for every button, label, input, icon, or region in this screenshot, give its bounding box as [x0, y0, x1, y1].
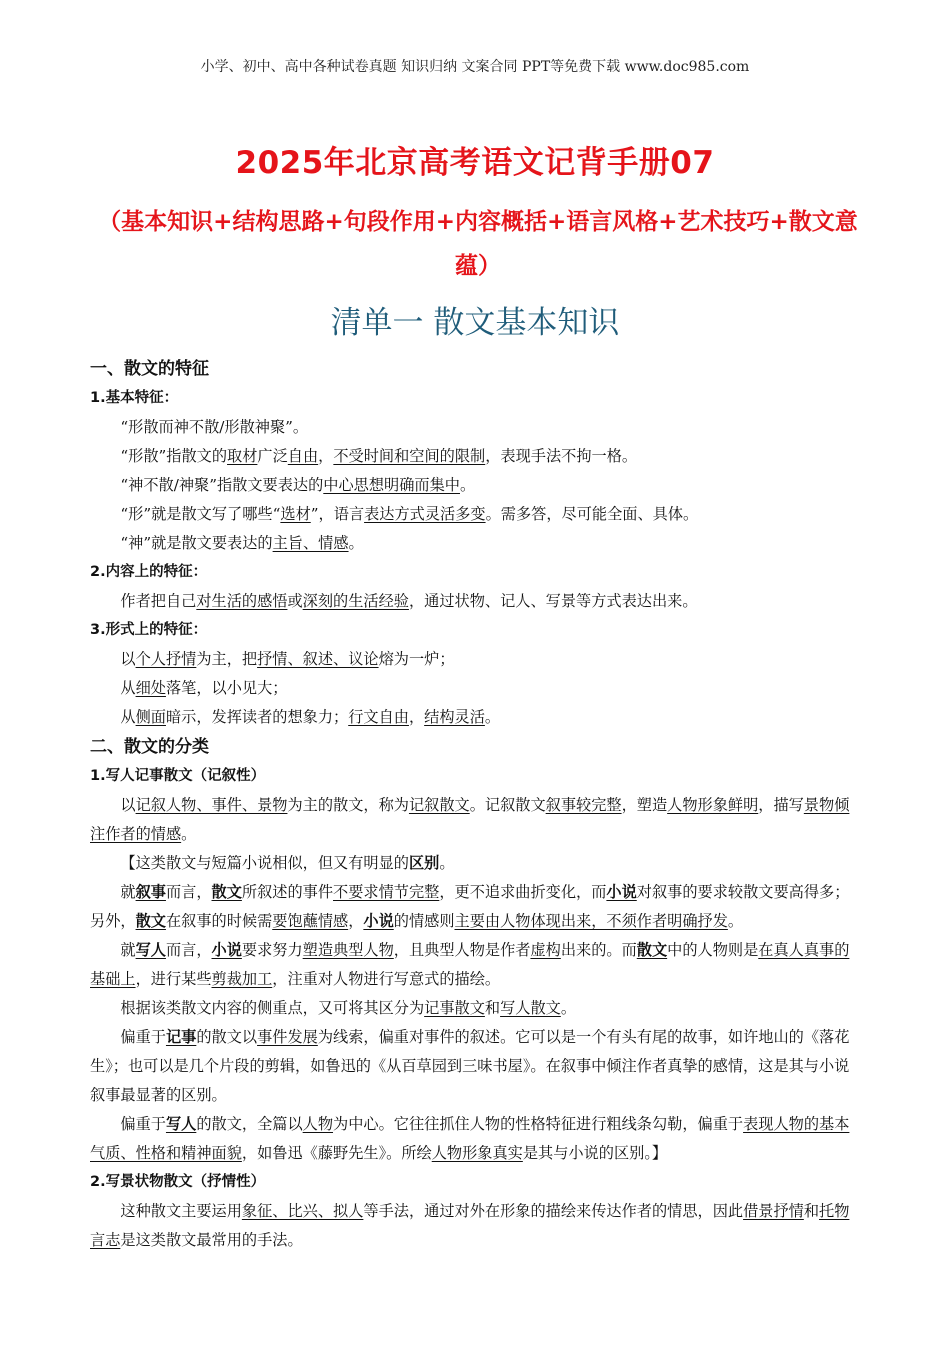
paragraph: 以个人抒情为主，把抒情、叙述、议论熔为一炉；: [120, 650, 455, 668]
paragraph: “形”就是散文写了哪些“选材”，语言表达方式灵活多变。需多答，尽可能全面、具体。: [120, 505, 699, 523]
paragraph: 以记叙人物、事件、景物为主的散文，称为记叙散文。记叙散文叙事较完整，塑造人物形象鲜明，描写景物倾注作者的情感。: [90, 796, 850, 843]
paragraph: 根据该类散文内容的侧重点，又可将其区分为记事散文和写人散文。: [120, 999, 577, 1017]
paragraph: “神”就是散文要表达的主旨、情感。: [120, 534, 364, 552]
document-body: [90, 354, 862, 1255]
section-heading: 二、散文的分类: [90, 737, 209, 757]
subsection-heading: 1.写人记事散文（记叙性）: [90, 768, 266, 784]
subsection-heading: 2.写景状物散文（抒情性）: [90, 1174, 266, 1190]
paragraph: 这种散文主要运用象征、比兴、拟人等手法，通过对外在形象的描绘来传达作者的情思，因此借景抒情和托物言志是这类散文最常用的手法。: [90, 1202, 850, 1249]
paragraph: “神不散/神聚”指散文要表达的中心思想明确而集中。: [120, 476, 476, 494]
page-subtitle: （基本知识+结构思路+句段作用+内容概括+语言风格+艺术技巧+散文意蕴）: [98, 209, 858, 279]
paragraph: 偏重于写人的散文，全篇以人物为中心。它往往抓住人物的性格特征进行粗线条勾勒，偏重于表现人物的基本气质、性格和精神面貌，如鲁迅《藤野先生》。所绘人物形象真实是其与小说的区别。】: [90, 1115, 850, 1162]
paragraph: 从细处落笔，以小见大；: [120, 679, 288, 697]
paragraph: 【这类散文与短篇小说相似，但又有明显的区别。: [120, 854, 455, 872]
paragraph: “形散”指散文的取材广泛自由，不受时间和空间的限制，表现手法不拘一格。: [120, 447, 638, 465]
paragraph: 作者把自己对生活的感悟或深刻的生活经验，通过状物、记人、写景等方式表达出来。: [120, 592, 698, 610]
page-header: 小学、初中、高中各种试卷真题 知识归纳 文案合同 PPT等免费下载 www.doc985.com: [200, 59, 750, 75]
paragraph: 就叙事而言，散文所叙述的事件不要求情节完整，更不追求曲折变化，而小说对叙事的要求较散文要高得多；另外，散文在叙事的时候需要饱蘸情感，小说的情感则主要由人物体现出来，不须作者明确抒发。: [90, 883, 850, 930]
subsection-heading: 2.内容上的特征：: [90, 564, 208, 580]
paragraph: 偏重于记事的散文以事件发展为线索，偏重对事件的叙述。它可以是一个有头有尾的故事，如许地山的《落花生》；也可以是几个片段的剪辑，如鲁迅的《从百草园到三味书屋》。在叙事中倾注作者真挚的感情，这是其与小说叙事最显著的区别。: [90, 1028, 850, 1104]
subsection-heading: 3.形式上的特征：: [90, 622, 208, 638]
list-heading: 清单一 散文基本知识: [330, 305, 620, 341]
subsection-heading: 1.基本特征：: [90, 390, 179, 406]
paragraph: 就写人而言，小说要求努力塑造典型人物，且典型人物是作者虚构出来的。而散文中的人物则是在真人真事的基础上，进行某些剪裁加工，注重对人物进行写意式的描绘。: [90, 941, 850, 988]
page-title: 2025年北京高考语文记背手册07: [235, 145, 715, 181]
section-heading: 一、散文的特征: [90, 359, 209, 379]
paragraph: 从侧面暗示，发挥读者的想象力；行文自由，结构灵活。: [120, 708, 501, 726]
paragraph: “形散而神不散/形散神聚”。: [120, 418, 309, 436]
